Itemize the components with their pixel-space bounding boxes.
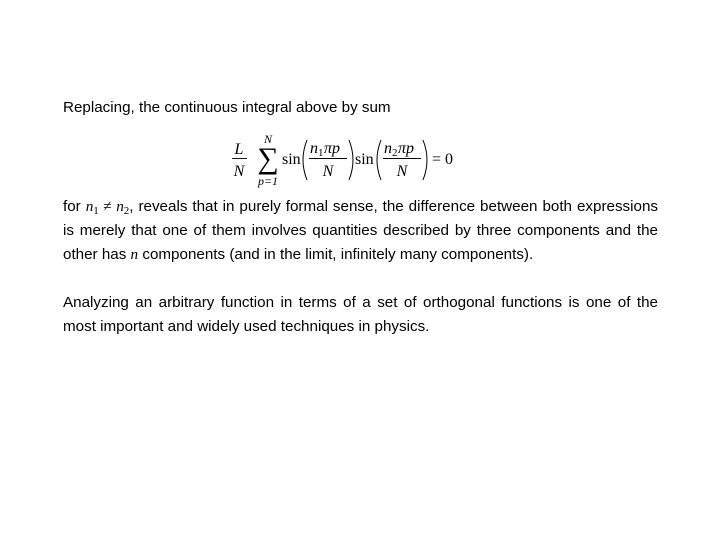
sigma-symbol: ∑: [257, 142, 279, 175]
document-page: [63, 0, 658, 540]
conclusion-paragraph: [63, 291, 658, 339]
sin-2: sin: [355, 151, 374, 168]
math-n1: n: [85, 198, 94, 215]
frac1-num-sub: 1: [318, 147, 324, 159]
sum-equation: [63, 128, 658, 192]
p2-end: components (and in the limit, infinitely many components).: [138, 246, 534, 263]
frac-L-numerator: L: [234, 141, 244, 158]
sin-1: sin: [282, 151, 301, 168]
conclusion-text: Analyzing an arbitrary function in terms of a set of orthogonal functions is one of the most important and widely used techniques in physics.: [63, 294, 658, 335]
left-paren-1: [303, 140, 307, 180]
math-n2: n: [116, 198, 124, 215]
intro-text: Replacing, the continuous integral above by sum: [63, 99, 391, 116]
sum-upper-limit: N: [263, 132, 273, 146]
inline-math-n1-neq-n2: [86, 198, 130, 215]
math-neq: ≠: [98, 198, 117, 215]
math-sub-2: 2: [123, 205, 130, 217]
frac1-num-pip: πp: [324, 140, 341, 157]
frac2-num-pip: πp: [398, 140, 415, 157]
frac1-den: N: [322, 163, 334, 180]
frac2-num-sub: 2: [392, 147, 398, 159]
equation-svg: [63, 128, 658, 192]
p2-middle: , reveals that in purely formal sense, the difference between both expressions is merely that one of them involves quantities described by three components and the other has: [63, 198, 658, 263]
right-paren-2: [423, 140, 427, 180]
frac-L-denominator: N: [233, 163, 245, 180]
left-paren-2: [377, 140, 381, 180]
right-paren-1: [349, 140, 353, 180]
frac2-num-n: n: [384, 140, 392, 157]
intro-paragraph: [63, 96, 658, 120]
frac2-den: N: [396, 163, 408, 180]
frac1-num-n: n: [310, 140, 318, 157]
equals-zero: = 0: [432, 151, 454, 168]
math-sub-1: 1: [93, 205, 99, 217]
inline-math-n: n: [130, 246, 139, 263]
explanation-paragraph: [63, 195, 658, 267]
p2-start: for: [63, 198, 86, 215]
sum-lower-limit: p=1: [257, 174, 279, 188]
